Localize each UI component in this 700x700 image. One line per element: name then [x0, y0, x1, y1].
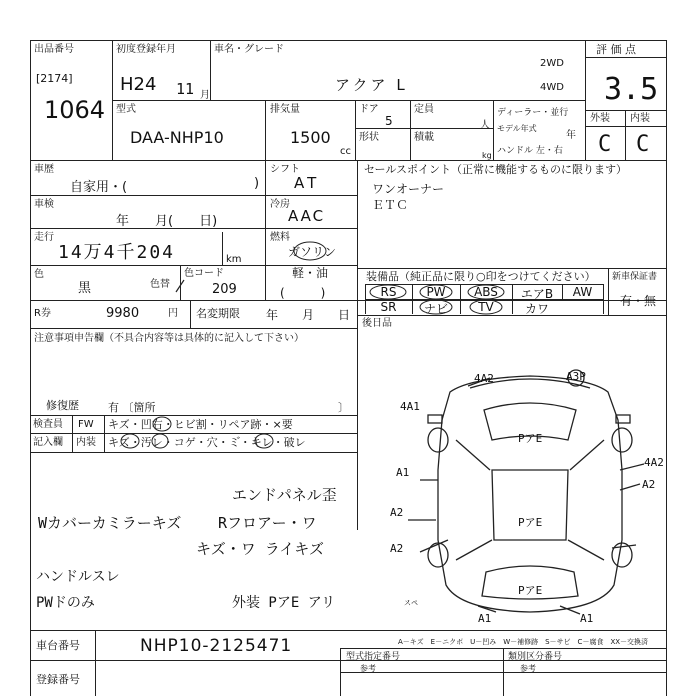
- interior-row-label: 内装: [76, 437, 96, 448]
- lot-code: [2174]: [36, 72, 73, 85]
- displacement: 1500: [290, 128, 331, 147]
- history-label: 車歴: [34, 164, 54, 175]
- equipment-title: 装備品（純正品に限り○印をつけてください）: [366, 270, 596, 283]
- reg-month: 11: [176, 80, 195, 98]
- registration-label: 登録番号: [36, 673, 80, 686]
- hw-note-1: エンドパネル歪: [232, 486, 337, 504]
- color: 黒: [78, 281, 92, 296]
- diag-label-a3p: A3P: [566, 370, 586, 383]
- cc-unit: cc: [340, 146, 351, 157]
- exterior-label: 外装: [590, 113, 610, 124]
- repair-value: 有 〔箇所: [108, 401, 156, 414]
- equip-abs: ABS: [474, 285, 498, 299]
- year-unit: 年: [566, 130, 576, 141]
- hw-note-3: Rフロアー・ワ: [218, 514, 317, 532]
- drive-2wd: 2WD: [540, 58, 564, 69]
- car-name: アクア L: [335, 76, 408, 94]
- fw-row: キズ・凹右・ヒビ割・リペア跡・×要: [108, 418, 293, 431]
- equip-navi: ナビ: [423, 302, 448, 316]
- load-label: 積載: [414, 132, 434, 143]
- chassis-label: 車台番号: [36, 639, 80, 652]
- mileage: 14万4千204: [58, 242, 176, 263]
- diag-label-a1-rear-left: A1: [478, 612, 492, 625]
- type-cert-ref: 参考: [360, 664, 376, 673]
- diag-label-spare: スペ: [404, 599, 418, 607]
- displacement-label: 排気量: [270, 104, 300, 115]
- model-label: 型式: [116, 104, 136, 115]
- damage-legend: A－キズ E－ニクボ U－凹み W－補修跡 S－サビ C－腐食 XX－交換済: [398, 638, 649, 646]
- equip-rs: RS: [380, 285, 397, 299]
- history-close: ): [254, 176, 260, 191]
- interior-grade: C: [636, 132, 650, 157]
- name-change-label: 名変期限: [196, 307, 240, 320]
- diag-label-pae-roof: PアE: [518, 516, 543, 529]
- hw-note-5: ハンドルスレ: [36, 569, 120, 585]
- color-count-label: 色替: [150, 279, 170, 290]
- diag-label-a2-rear: A2: [390, 542, 404, 555]
- fuel-label: 燃料: [270, 232, 290, 243]
- fuel-paren: ( ): [280, 286, 326, 300]
- model: DAA-NHP10: [130, 128, 224, 147]
- entry-label: 記入欄: [33, 437, 63, 448]
- equip-pw: PW: [426, 285, 446, 299]
- era-year: H24: [120, 74, 157, 95]
- diag-label-pae-hood: PアE: [518, 432, 543, 445]
- new-warranty-label: 新車保証書: [612, 272, 658, 282]
- shift: AT: [294, 174, 321, 192]
- dealer-label: ディーラー・並行: [497, 108, 569, 118]
- eval-score: 3.5: [604, 72, 659, 107]
- warranty-value: 有・無: [620, 294, 657, 308]
- handle-label: ハンドル 左・右: [497, 146, 563, 156]
- capacity-label: 定員: [414, 104, 434, 115]
- doors-label: ドア: [359, 104, 379, 115]
- equip-leather: カワ: [524, 302, 549, 316]
- car-name-label: 車名・グレード: [214, 44, 284, 55]
- type-cert-label: 型式指定番号: [346, 652, 401, 662]
- diag-label-pae-rear: PアE: [518, 584, 543, 597]
- hw-note-2: Wカバーカミラーキズ: [38, 514, 182, 532]
- load-unit: kg: [482, 151, 492, 160]
- after-label: 後日品: [362, 318, 392, 329]
- hw-note-6: PWドのみ: [36, 595, 95, 611]
- lot-number: 1064: [44, 96, 106, 124]
- equip-airbag: エアB: [520, 287, 554, 301]
- inspection-value: 年 月( 日): [116, 214, 218, 229]
- exterior-grade: C: [598, 132, 612, 157]
- repair-close: 〕: [338, 401, 349, 414]
- chassis-number: NHP10-2125471: [140, 636, 293, 656]
- history-value: 自家用・(: [70, 180, 128, 195]
- fuel-diesel: 軽・油: [292, 266, 329, 280]
- color-code: 209: [212, 282, 237, 297]
- ac: AAC: [288, 207, 326, 225]
- diag-label-4a2-front: 4A2: [474, 372, 494, 385]
- equip-aw: AW: [572, 285, 593, 299]
- recycle-amount: 9980: [106, 306, 140, 321]
- capacity-unit: 人: [480, 120, 490, 131]
- equip-tv: TV: [478, 300, 494, 314]
- sales-point-1: ワンオーナー: [372, 182, 445, 196]
- notes-title: 注意事項申告欄（不具合内容等は具体的に記入して下さい）: [34, 333, 304, 344]
- hw-note-7: 外装 PアE アリ: [232, 595, 336, 611]
- diag-label-4a1: 4A1: [400, 400, 420, 413]
- sales-point-2: ＥＴＣ: [372, 198, 409, 212]
- sales-points-title: セールスポイント（正常に機能するものに限ります）: [364, 163, 628, 176]
- yen-unit: 円: [168, 308, 178, 319]
- category-ref: 参考: [520, 664, 536, 673]
- diag-label-a2-left: A2: [390, 506, 404, 519]
- category-label: 類別区分番号: [508, 652, 563, 662]
- first-reg-label: 初度登録年月: [116, 44, 176, 55]
- diag-label-a1-rear-right: A1: [580, 612, 594, 625]
- diag-label-4a2-right: 4A2: [644, 456, 664, 469]
- km-unit: km: [226, 254, 242, 265]
- ac-label: 冷房: [270, 199, 290, 210]
- recycle-label: R券: [34, 308, 51, 319]
- lot-label: 出品番号: [34, 44, 74, 55]
- interior-row: キズ・汚レ・コゲ・穴・ミ゙・キレ・破レ: [108, 436, 306, 449]
- eval-label: 評 価 点: [596, 43, 636, 56]
- name-change-value: 年 月 日: [266, 308, 351, 322]
- equip-sr: SR: [380, 300, 397, 314]
- shape-label: 形状: [359, 132, 379, 143]
- month-unit: 月: [200, 90, 210, 101]
- interior-label: 内装: [630, 113, 650, 124]
- diag-label-a1-left: A1: [396, 466, 410, 479]
- doors: 5: [385, 114, 393, 128]
- color-code-label: 色コード: [184, 268, 224, 279]
- shift-label: シフト: [270, 164, 300, 175]
- inspector-label: 検査員: [33, 419, 63, 430]
- repair-label: 修復歴: [46, 399, 79, 412]
- color-label: 色: [34, 269, 44, 280]
- model-year-label: モデル年式: [497, 124, 537, 133]
- inspection-label: 車検: [34, 199, 54, 210]
- diag-label-a2-right: A2: [642, 478, 656, 491]
- fuel-gasoline: ガソリン: [288, 245, 337, 259]
- mileage-label: 走行: [34, 232, 54, 243]
- drive-4wd: 4WD: [540, 82, 564, 93]
- hw-note-4: キズ・ワ ライキズ: [196, 540, 324, 558]
- fw-label: FW: [78, 419, 94, 430]
